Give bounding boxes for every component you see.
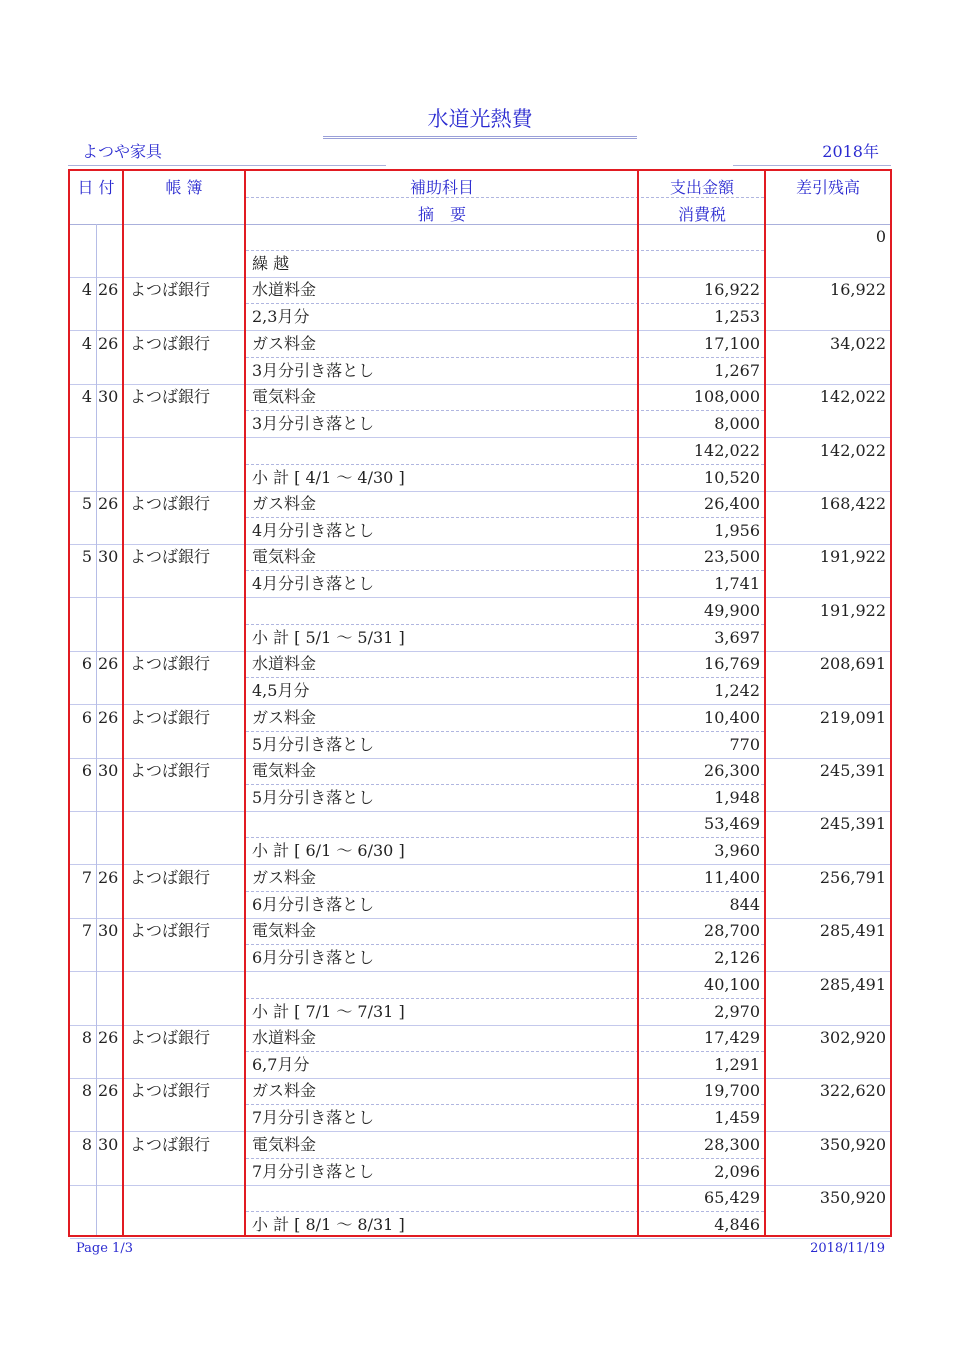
cell-balance: 285,491: [819, 921, 886, 941]
header-tax: 消費税: [677, 205, 726, 224]
table-row: [70, 1185, 890, 1239]
cell-tax: 1,459: [714, 1108, 760, 1128]
cell-date-month: 6: [81, 707, 92, 727]
cell-balance: 142,022: [819, 387, 886, 407]
cell-date-day: 30: [98, 1134, 119, 1154]
cell-date-month: 4: [81, 387, 92, 407]
table-row: [70, 811, 890, 865]
cell-tax: 1,242: [714, 681, 760, 701]
cell-memo: 5月分引き落とし: [252, 734, 375, 754]
cell-subject: ガス料金: [252, 867, 317, 887]
table-row: [70, 918, 890, 972]
header-book: 帳 簿: [165, 178, 203, 197]
table-header: [70, 171, 890, 225]
cell-subject: 電気料金: [252, 1134, 317, 1154]
cell-memo: 5月分引き落とし: [252, 788, 375, 807]
cell-balance: 168,422: [819, 494, 886, 513]
cell-amount: 17,429: [704, 1028, 760, 1047]
cell-book-name: よつば銀行: [130, 494, 211, 513]
cell-balance: 245,391: [819, 761, 886, 780]
cell-memo: 3月分引き落とし: [252, 414, 375, 434]
cell-subject: ガス料金: [252, 333, 317, 353]
cell-balance: 208,691: [819, 654, 886, 674]
cell-book-name: よつば銀行: [130, 333, 211, 353]
column-divider: [637, 171, 639, 1235]
cell-amount: 23,500: [704, 547, 760, 567]
cell-book-name: よつば銀行: [130, 547, 211, 567]
cell-subject: 水道料金: [252, 654, 317, 674]
table-row: [70, 1078, 890, 1132]
cell-book-name: よつば銀行: [130, 280, 211, 300]
cell-balance: 322,620: [819, 1081, 886, 1101]
cell-book-name: よつば銀行: [130, 387, 211, 407]
cell-memo: 4月分引き落とし: [252, 574, 375, 594]
header-amount: 支出金額: [669, 178, 734, 197]
table-row: [70, 331, 890, 385]
cell-date-day: 30: [98, 921, 119, 941]
cell-date-month: 8: [81, 1134, 92, 1154]
cell-date-month: 6: [81, 654, 92, 674]
cell-balance: 142,022: [819, 440, 886, 460]
cell-date-day: 26: [98, 333, 119, 353]
cell-date-month: 7: [81, 921, 92, 941]
cell-tax: 1,291: [714, 1055, 760, 1074]
print-date: 2018/11/19: [810, 1241, 885, 1256]
cell-amount: 65,429: [704, 1188, 760, 1208]
table-row: [70, 705, 890, 759]
cell-tax: 4,846: [714, 1215, 760, 1235]
cell-subject: ガス料金: [252, 494, 317, 513]
cell-date-day: 26: [98, 494, 119, 513]
cell-balance: 0: [875, 227, 886, 246]
cell-amount: 108,000: [693, 387, 760, 407]
table-row: [70, 491, 890, 545]
cell-tax: 2,970: [714, 1001, 760, 1021]
cell-book-name: よつば銀行: [130, 1134, 211, 1154]
cell-date-day: 30: [98, 387, 119, 407]
cell-memo: 繰 越: [252, 254, 290, 273]
cell-date-month: 5: [81, 494, 92, 513]
table-row: [70, 438, 890, 492]
table-row: [70, 1025, 890, 1079]
ledger-table: [68, 169, 892, 1237]
page-number: Page 1/3: [76, 1241, 133, 1256]
cell-book-name: よつば銀行: [130, 1081, 211, 1101]
cell-memo: 2,3月分: [252, 307, 310, 327]
cell-date-day: 26: [98, 1028, 119, 1047]
cell-tax: 1,956: [714, 521, 760, 540]
cell-book-name: よつば銀行: [130, 867, 211, 887]
cell-amount: 19,700: [704, 1081, 760, 1101]
cell-date-month: 8: [81, 1028, 92, 1047]
column-divider: [244, 171, 246, 1235]
cell-date-day: 26: [98, 867, 119, 887]
cell-subject: 電気料金: [252, 387, 317, 407]
cell-tax: 2,126: [714, 948, 760, 968]
cell-amount: 11,400: [704, 867, 760, 887]
cell-amount: 26,300: [704, 761, 760, 780]
cell-amount: 26,400: [704, 494, 760, 513]
cell-amount: 17,100: [704, 333, 760, 353]
cell-tax: 1,267: [714, 360, 760, 380]
cell-memo: 7月分引き落とし: [252, 1108, 375, 1128]
column-divider: [764, 171, 766, 1235]
table-row: [70, 384, 890, 438]
cell-memo: 6月分引き落とし: [252, 948, 375, 968]
cell-memo: 小 計 [ 7/1 ～ 7/31 ]: [252, 1001, 405, 1021]
cell-date-month: 7: [81, 867, 92, 887]
cell-subject: 水道料金: [252, 1028, 317, 1047]
cell-tax: 3,960: [714, 841, 760, 861]
day-divider: [96, 224, 97, 1235]
cell-amount: 16,769: [704, 654, 760, 674]
table-row: [70, 865, 890, 919]
cell-tax: 770: [729, 734, 760, 754]
cell-subject: 電気料金: [252, 921, 317, 941]
fiscal-year: 2018年: [733, 139, 891, 166]
cell-date-day: 30: [98, 761, 119, 780]
cell-date-day: 26: [98, 1081, 119, 1101]
cell-book-name: よつば銀行: [130, 654, 211, 674]
cell-tax: 3,697: [714, 627, 760, 647]
cell-balance: 16,922: [830, 280, 886, 300]
table-row: [70, 972, 890, 1026]
table-row: [70, 277, 890, 331]
cell-memo: 小 計 [ 6/1 ～ 6/30 ]: [252, 841, 405, 861]
table-row: [70, 651, 890, 705]
cell-subject: 水道料金: [252, 280, 317, 300]
cell-date-day: 30: [98, 547, 119, 567]
cell-book-name: よつば銀行: [130, 707, 211, 727]
cell-memo: 6月分引き落とし: [252, 894, 375, 914]
cell-amount: 28,700: [704, 921, 760, 941]
cell-date-day: 26: [98, 280, 119, 300]
cell-book-name: よつば銀行: [130, 1028, 211, 1047]
cell-date-month: 8: [81, 1081, 92, 1101]
table-row: [70, 224, 890, 278]
header-subject: 補助科目: [409, 178, 474, 197]
cell-date-day: 26: [98, 707, 119, 727]
cell-date-month: 4: [81, 280, 92, 300]
cell-balance: 219,091: [819, 707, 886, 727]
cell-memo: 4,5月分: [252, 681, 310, 701]
cell-tax: 1,948: [714, 788, 760, 807]
cell-amount: 16,922: [704, 280, 760, 300]
cell-subject: 電気料金: [252, 547, 317, 567]
cell-subject: ガス料金: [252, 1081, 317, 1101]
header-memo: 摘 要: [417, 205, 466, 224]
cell-tax: 1,253: [714, 307, 760, 327]
cell-tax: 1,741: [714, 574, 760, 594]
cell-amount: 40,100: [704, 974, 760, 994]
cell-amount: 53,469: [704, 814, 760, 834]
column-divider: [122, 171, 124, 1235]
cell-memo: 7月分引き落とし: [252, 1161, 375, 1181]
cell-date-month: 4: [81, 333, 92, 353]
company-name: よつや家具: [68, 139, 386, 166]
page-title: 水道光熱費: [323, 103, 637, 139]
cell-balance: 302,920: [819, 1028, 886, 1047]
cell-book-name: よつば銀行: [130, 921, 211, 941]
cell-balance: 245,391: [819, 814, 886, 834]
cell-amount: 49,900: [704, 600, 760, 620]
cell-subject: ガス料金: [252, 707, 317, 727]
cell-balance: 350,920: [819, 1134, 886, 1154]
cell-memo: 4月分引き落とし: [252, 521, 375, 540]
cell-balance: 256,791: [819, 867, 886, 887]
cell-balance: 191,922: [819, 600, 886, 620]
table-row: [70, 1132, 890, 1186]
cell-tax: 10,520: [704, 467, 760, 487]
table-row: [70, 598, 890, 652]
cell-balance: 34,022: [830, 333, 886, 353]
cell-balance: 285,491: [819, 974, 886, 994]
cell-tax: 2,096: [714, 1161, 760, 1181]
cell-amount: 142,022: [693, 440, 760, 460]
header-balance: 差引残高: [795, 178, 860, 197]
cell-amount: 28,300: [704, 1134, 760, 1154]
cell-tax: 8,000: [714, 414, 760, 434]
cell-memo: 6,7月分: [252, 1055, 310, 1074]
cell-date-month: 6: [81, 761, 92, 780]
cell-balance: 191,922: [819, 547, 886, 567]
cell-book-name: よつば銀行: [130, 761, 211, 780]
cell-balance: 350,920: [819, 1188, 886, 1208]
cell-date-day: 26: [98, 654, 119, 674]
table-row: [70, 544, 890, 598]
cell-subject: 電気料金: [252, 761, 317, 780]
header-date: 日 付: [77, 178, 115, 197]
cell-memo: 小 計 [ 5/1 ～ 5/31 ]: [252, 627, 405, 647]
cell-tax: 844: [729, 894, 760, 914]
cell-memo: 小 計 [ 4/1 ～ 4/30 ]: [252, 467, 405, 487]
cell-amount: 10,400: [704, 707, 760, 727]
cell-memo: 小 計 [ 8/1 ～ 8/31 ]: [252, 1215, 405, 1235]
table-row: [70, 758, 890, 812]
cell-date-month: 5: [81, 547, 92, 567]
cell-memo: 3月分引き落とし: [252, 360, 375, 380]
